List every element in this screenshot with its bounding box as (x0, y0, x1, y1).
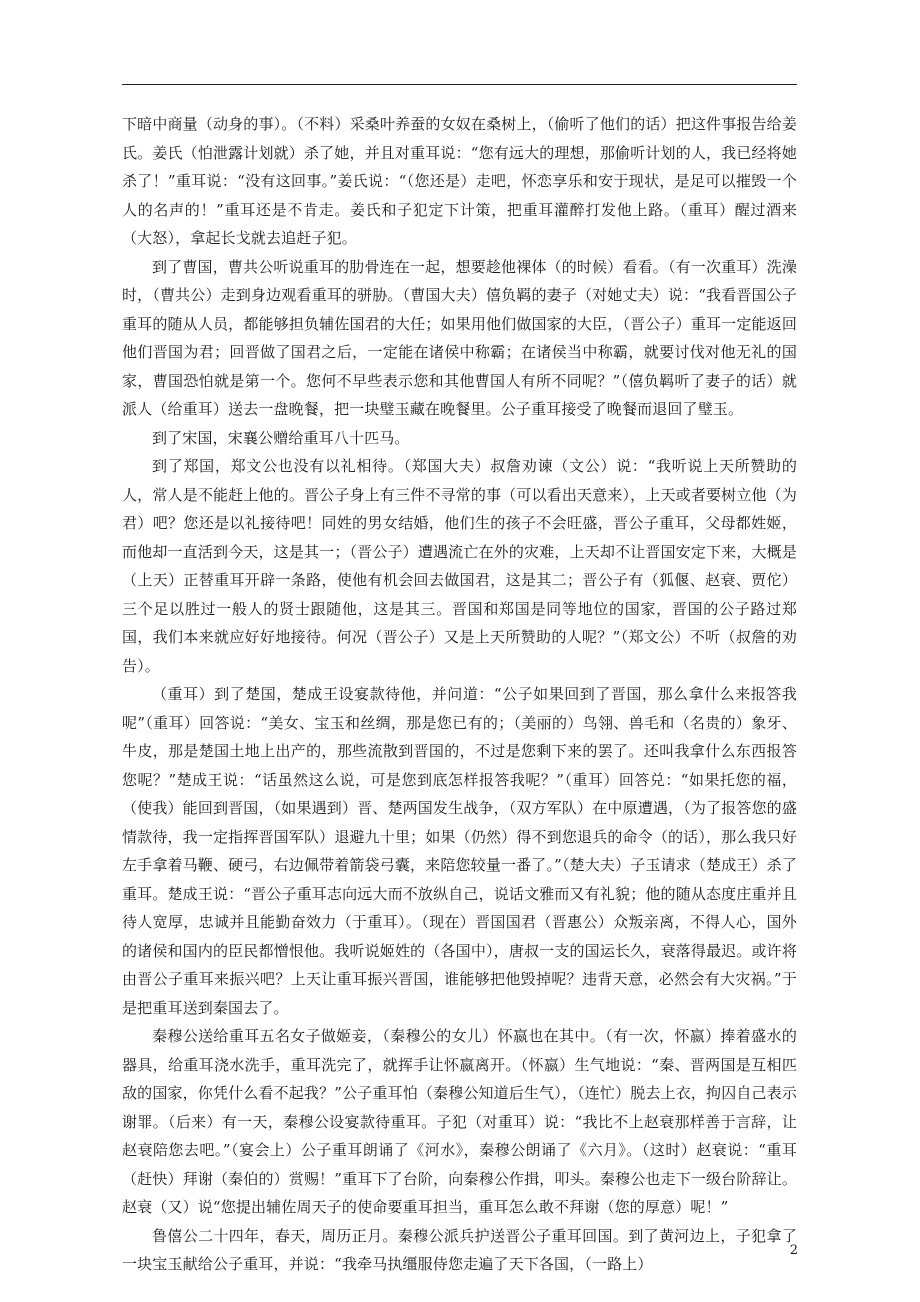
header-rule (122, 84, 797, 85)
paragraph: （重耳）到了楚国，楚成王设宴款待他，并问道：“公子如果回到了晋国，那么拿什么来报答我呢”（重耳）回答说：“美女、宝玉和丝绸，那是您已有的；（美丽的）鸟翎、兽毛和（名贵的）象牙、牛皮，那是楚国土地上出产的，那些流散到晋国的，不过是您剩下来的罢了。还叫我拿什么东西报答您呢？”楚成王说：“话虽然这么说，可是您到底怎样报答我呢？”（重耳）回答兑：“如果托您的福，（使我）能回到晋国，（如果遇到）晋、楚两国发生战争，（双方军队）在中原遭遇，（为了报答您的盛情款待，我一定指挥晋国军队）退避九十里；如果（仍然）得不到您退兵的命令（的话），那么我只好左手拿着马鞭、硬弓，右边佩带着箭袋弓囊，来陪您较量一番了。”（楚大夫）子玉请求（楚成王）杀了重耳。楚成王说：“晋公子重耳志向远大而不放纵自己，说话文雅而又有礼貌；他的随从态度庄重并且待人宽厚，忠诚并且能勤奋效力（于重耳）。（现在）晋国国君（晋惠公）众叛亲离，不得人心，国外的诸侯和国内的臣民都憎恨他。我听说姬姓的（各国中），唐叔一支的国运长久，衰落得最迟。或许将由晋公子重耳来振兴吧？上天让重耳振兴晋国，谁能够把他毁掉呢？违背天意，必然会有大灾祸。”于是把重耳送到秦国去了。 (122, 685, 797, 1017)
document-body (122, 110, 797, 1279)
paragraph: 到了宋国，宋襄公赠给重耳八十匹马。 (152, 428, 410, 447)
paragraph: 到了曹国，曹共公听说重耳的肋骨连在一起，想要趁他裸体（的时候）看看。（有一次重耳）洗澡时，（曹共公）走到身边观看重耳的骈胁。（曹国大夫）僖负羁的妻子（对她丈夫）说：“我看晋国公子重耳的随从人员，都能够担负辅佐国君的大任；如果用他们做国家的大臣，（晋公子）重耳一定能返回他们晋国为君；回晋做了国君之后，一定能在诸侯中称霸；在诸侯当中称霸，就要讨伐对他无礼的国家，曹国恐怕就是第一个。您何不早些表示您和其他曹国人有所不同呢？”（僖负羁听了妻子的话）就派人（给重耳）送去一盘晚餐，把一块璧玉藏在晚餐里。公子重耳接受了晚餐而退回了璧玉。 (122, 257, 797, 418)
paragraph: 鲁僖公二十四年，春天，周历正月。秦穆公派兵护送晋公子重耳回国。到了黄河边上，子犯拿了一块宝玉献给公子重耳，并说：“我牵马执缰服侍您走遍了天下各国，（一路上） (122, 1226, 797, 1273)
page-number: 2 (789, 1243, 798, 1258)
paragraph: 秦穆公送给重耳五名女子做姬妾，（秦穆公的女儿）怀嬴也在其中。（有一次，怀嬴）捧着盛水的器具，给重耳浇水洗手，重耳洗完了，就挥手让怀嬴离开。（怀嬴）生气地说：“秦、晋两国是互相匹敌的国家，你凭什么看不起我？”公子重耳怕（秦穆公知道后生气），（连忙）脱去上衣，拘囚自己表示谢罪。（后来）有一天，秦穆公设宴款待重耳。子犯（对重耳）说：“我比不上赵衰那样善于言辞，让赵衰陪您去吧。”（宴会上）公子重耳朗诵了《河水》，秦穆公朗诵了《六月》。（这时）赵衰说：“重耳（赶快）拜谢（秦伯的）赏赐！”重耳下了台阶，向秦穆公作揖，叩头。秦穆公也走下一级台阶辞让。赵衰（又）说“您提出辅佐周天子的使命要重耳担当，重耳怎么敢不拜谢（您的厚意）呢！” (122, 1027, 797, 1216)
paragraph: 下暗中商量（动身的事）。（不料）采桑叶养蚕的女奴在桑树上，（偷听了他们的话）把这件事报告给姜氏。姜氏（怕泄露计划就）杀了她，并且对重耳说：“您有远大的理想，那偷听计划的人，我已经将她杀了！”重耳说：“没有这回事。”姜氏说：“（您还是）走吧，怀恋享乐和安于现状，是足可以摧毁一个人的名声的！”重耳还是不肯走。姜氏和子犯定下计策，把重耳灌醉打发他上路。（重耳）醒过酒来（大怒），拿起长戈就去追赶子犯。 (122, 115, 797, 247)
paragraph: 到了郑国，郑文公也没有以礼相待。（郑国大夫）叔詹劝谏（文公）说：“我听说上天所赞助的人，常人是不能赶上他的。晋公子身上有三件不寻常的事（可以看出天意来），上天或者要树立他（为君）吧？您还是以礼接待吧！同姓的男女结婚，他们生的孩子不会旺盛，晋公子重耳，父母都姓姬，而他却一直活到今天，这是其一；（晋公子）遭遇流亡在外的灾难，上天却不让晋国安定下来，大概是（上天）正替重耳开辟一条路，使他有机会回去做国君，这是其二；晋公子有（狐偃、赵衰、贾佗）三个足以胜过一般人的贤士跟随他，这是其三。晋国和郑国是同等地位的国家，晋国的公子路过郑国，我们本来就应好好地接待。何况（晋公子）又是上天所赞助的人呢？”（郑文公）不听（叔詹的劝告）。 (122, 457, 797, 675)
